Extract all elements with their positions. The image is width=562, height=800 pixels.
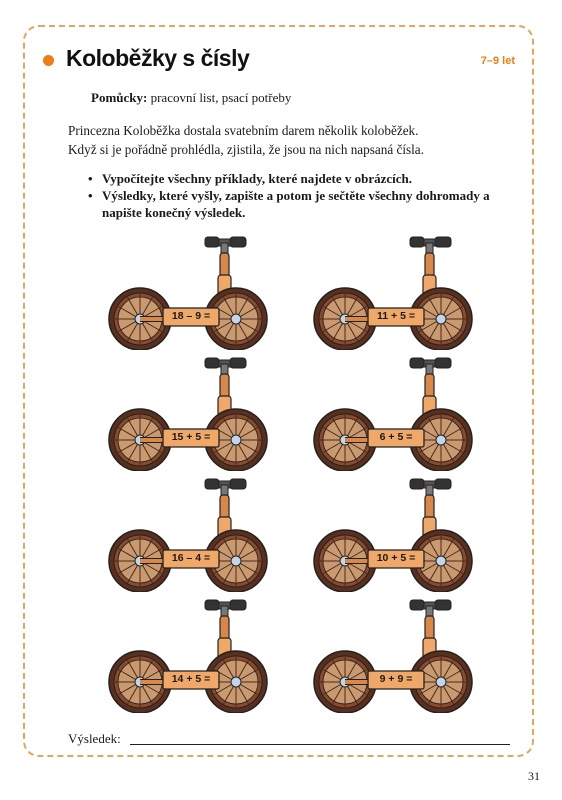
scooter-icon xyxy=(108,477,268,592)
scooter-icon xyxy=(313,598,473,713)
result-answer-line xyxy=(130,744,510,745)
tools-value: pracovní list, psací potřeby xyxy=(150,90,292,105)
intro-line: Princezna Koloběžka dostala svatebním darem několik koloběžek. xyxy=(68,123,419,138)
scooter-exercise xyxy=(108,598,268,708)
scooter-expression: 10 + 5 = xyxy=(376,552,416,564)
task-item xyxy=(88,187,508,221)
task-item xyxy=(88,170,508,187)
intro-line: Když si je pořádně prohlédla, zjistila, že jsou na nich napsaná čísla. xyxy=(68,142,424,157)
scooter-exercise xyxy=(313,235,473,345)
scooter-expression: 9 + 9 = xyxy=(379,673,413,685)
scooter-icon xyxy=(108,356,268,471)
scooter-expression: 15 + 5 = xyxy=(171,431,211,443)
bullet-icon: • xyxy=(88,171,93,186)
tools-line xyxy=(91,90,291,106)
scooter-exercise xyxy=(108,356,268,466)
scooter-exercise xyxy=(313,477,473,587)
scooter-expression: 6 + 5 = xyxy=(379,431,413,443)
scooter-exercise xyxy=(108,235,268,345)
scooter-exercise xyxy=(313,356,473,466)
scooter-expression: 11 + 5 = xyxy=(377,310,415,322)
scooter-exercise xyxy=(108,477,268,587)
task-text: Vypočítejte všechny příklady, které najdete v obrázcích. xyxy=(102,171,413,186)
task-text: Výsledky, které vyšly, zapište a potom je sečtěte všechny dohromady a napište konečný výsledek. xyxy=(102,188,490,220)
scooter-expression: 18 – 9 = xyxy=(171,310,211,322)
scooter-exercise xyxy=(313,598,473,708)
page-number: 31 xyxy=(528,769,540,783)
bullet-icon: • xyxy=(88,188,93,203)
page-title: Koloběžky s čísly xyxy=(66,45,250,71)
scooter-icon xyxy=(313,235,473,350)
intro-paragraph xyxy=(68,121,508,159)
scooter-expression: 14 + 5 = xyxy=(171,673,211,685)
scooter-icon xyxy=(313,356,473,471)
scooter-expression: 16 – 4 = xyxy=(171,552,211,564)
age-badge: 7–9 let xyxy=(480,55,515,67)
task-list xyxy=(88,170,508,221)
scooter-icon xyxy=(108,598,268,713)
scooter-icon xyxy=(108,235,268,350)
title-bullet-dot xyxy=(43,55,54,66)
tools-label: Pomůcky: xyxy=(91,90,148,105)
scooter-icon xyxy=(313,477,473,592)
result-label: Výsledek: xyxy=(68,731,121,746)
